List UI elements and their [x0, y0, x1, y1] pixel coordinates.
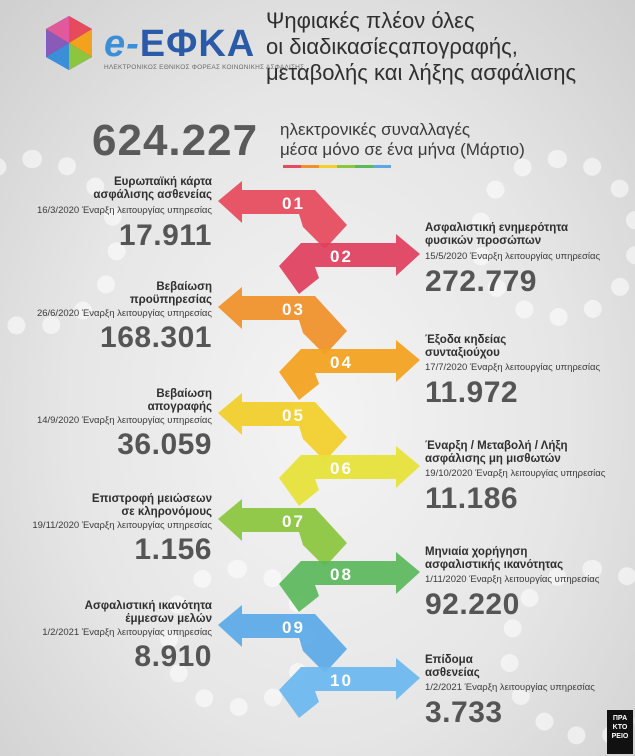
step-03-arrow	[218, 287, 347, 355]
step-03-title: Βεβαίωση προϋπηρεσίας	[129, 281, 212, 306]
step-08-arrow	[279, 552, 420, 612]
step-05-arrow	[218, 393, 347, 461]
step-10-date: 1/2/2021 Έναρξη λειτουργίας υπηρεσίας	[425, 682, 595, 693]
step-04-number: 04	[330, 353, 353, 372]
total-transactions: 624.227	[92, 116, 259, 165]
step-06-value: 11.186	[425, 482, 519, 515]
step-09-number: 09	[282, 618, 305, 637]
step-07-number: 07	[282, 512, 305, 531]
step-06-number: 06	[330, 459, 353, 478]
step-04-arrow	[279, 340, 420, 400]
headline-line-2: οι διαδικασίεςαπογραφής,	[266, 34, 518, 59]
step-09-value: 8.910	[134, 640, 212, 673]
step-04-date: 17/7/2020 Έναρξη λειτουργίας υπηρεσίας	[425, 362, 601, 373]
step-08-date: 1/11/2020 Έναρξη λειτουργίας υπηρεσίας	[425, 574, 600, 585]
step-02-number: 02	[330, 247, 353, 266]
step-09-date: 1/2/2021 Έναρξη λειτουργίας υπηρεσίας	[42, 627, 212, 638]
step-04-title: Έξοδα κηδείας συνταξιούχου	[425, 334, 507, 359]
step-10-value: 3.733	[425, 696, 503, 729]
corner-badge: ΠΡΑ ΚΤΟ ΡΕΙΟ	[607, 710, 633, 754]
step-02-date: 15/5/2020 Έναρξη λειτουργίας υπηρεσίας	[425, 251, 601, 262]
step-10-title: Επίδομα ασθενείας	[425, 654, 480, 679]
step-06-date: 19/10/2020 Έναρξη λειτουργίας υπηρεσίας	[425, 468, 606, 479]
step-01-number: 01	[282, 194, 305, 213]
step-02-title: Ασφαλιστική ενημερότητα φυσικών προσώπων	[425, 222, 569, 247]
headline-line-1: Ψηφιακές πλέον όλες	[266, 8, 475, 33]
total-description-line-2: μέσα μόνο σε ένα μήνα (Μάρτιο)	[280, 140, 525, 159]
step-08-value: 92.220	[425, 588, 520, 621]
step-01-value: 17.911	[118, 219, 212, 252]
step-01-arrow	[218, 181, 347, 249]
step-07-value: 1.156	[134, 533, 212, 566]
step-06-title: Έναρξη / Μεταβολή / Λήξη ασφάλισης μη μισθωτών	[425, 440, 568, 465]
step-07-date: 19/11/2020 Έναρξη λειτουργίας υπηρεσίας	[32, 520, 212, 531]
step-05-date: 14/9/2020 Έναρξη λειτουργίας υπηρεσίας	[36, 415, 212, 426]
step-05-value: 36.059	[117, 428, 212, 461]
step-02-arrow	[279, 234, 420, 294]
step-07-title: Επιστροφή μειώσεων σε κληρονόμους	[91, 493, 212, 518]
step-03-date: 26/6/2020 Έναρξη λειτουργίας υπηρεσίας	[36, 308, 212, 319]
step-03-number: 03	[282, 300, 305, 319]
step-01-title: Ευρωπαϊκή κάρτα ασφάλισης ασθενείας	[93, 176, 212, 201]
step-02-value: 272.779	[425, 265, 537, 298]
step-08-title: Μηνιαία χορήγηση ασφαλιστικής ικανότητας	[425, 546, 564, 571]
step-06-arrow	[279, 446, 420, 506]
step-05-number: 05	[282, 406, 305, 425]
step-09-arrow	[218, 605, 347, 673]
headline-line-3: μεταβολής και λήξης ασφάλισης	[266, 60, 577, 85]
step-04-value: 11.972	[425, 376, 519, 409]
step-09-title: Ασφαλιστική ικανότητα έμμεσων μελών	[84, 600, 212, 625]
efka-logo-subtitle: ΗΛΕΚΤΡΟΝΙΚΟΣ ΕΘΝΙΚΟΣ ΦΟΡΕΑΣ ΚΟΙΝΩΝΙΚΗΣ ΑΣΦΑΛΙΣΗΣ	[104, 64, 305, 71]
total-description-line-1: ηλεκτρονικές συναλλαγές	[280, 120, 471, 139]
step-01-date: 16/3/2020 Έναρξη λειτουργίας υπηρεσίας	[36, 205, 212, 216]
step-03-value: 168.301	[100, 321, 212, 354]
step-08-number: 08	[330, 565, 353, 584]
efka-logo-text: e-ΕΦΚΑ	[104, 23, 256, 65]
step-05-title: Βεβαίωση απογραφής	[147, 388, 212, 413]
step-10-arrow	[279, 658, 420, 718]
step-07-arrow	[218, 499, 347, 567]
step-10-number: 10	[330, 671, 353, 690]
